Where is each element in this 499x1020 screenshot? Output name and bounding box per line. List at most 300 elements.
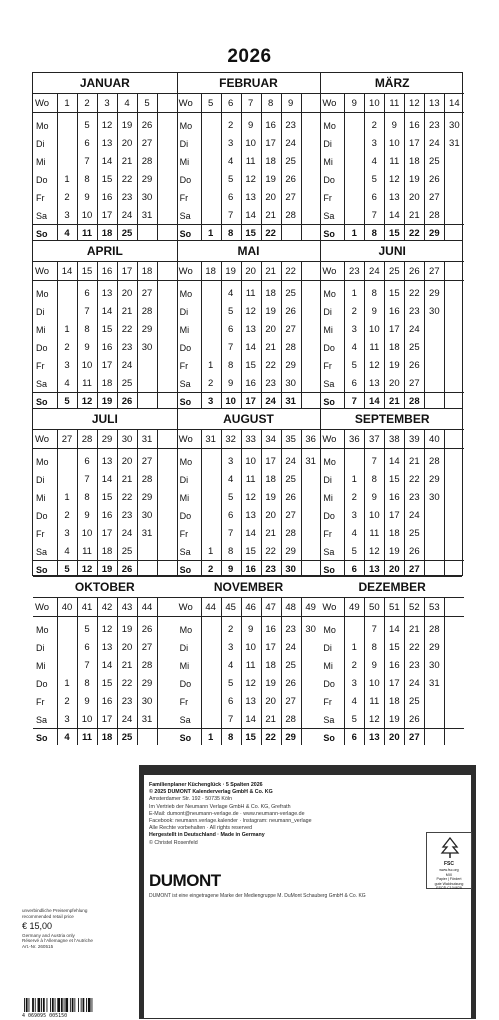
weekday-label: Do	[179, 679, 192, 689]
column-divider	[201, 262, 202, 409]
day-cell: 25	[121, 546, 133, 557]
weekday-label: Mo	[36, 121, 49, 131]
day-cell: 1	[208, 360, 214, 371]
barcode-bar	[70, 998, 71, 1012]
column-divider	[364, 94, 365, 241]
week-row	[320, 598, 464, 617]
week-number: 31	[141, 434, 153, 445]
day-cell: 15	[389, 642, 400, 653]
day-cell: 13	[245, 696, 256, 707]
day-cell: 17	[265, 642, 276, 653]
day-cell: 11	[369, 528, 380, 539]
day-cell: 24	[409, 324, 420, 335]
day-cell: 25	[409, 696, 420, 707]
price-note-1: unverbindliche Preisempfehlung	[22, 908, 88, 913]
month-name: JULI	[33, 409, 177, 430]
weekday-label: So	[36, 733, 48, 743]
week-number: 8	[268, 98, 274, 109]
day-cell: 23	[285, 624, 296, 635]
day-cell: 27	[141, 456, 153, 467]
day-cell: 2	[351, 306, 357, 317]
day-cell: 26	[141, 120, 153, 131]
day-cell: 14	[389, 210, 400, 221]
day-cell: 10	[225, 396, 236, 407]
day-cell: 16	[389, 660, 400, 671]
day-cell: 6	[228, 324, 234, 335]
day-cell: 9	[84, 342, 90, 353]
week-number: 5	[208, 98, 214, 109]
barcode-bar	[92, 998, 93, 1012]
week-number: 1	[64, 98, 70, 109]
day-cell: 6	[84, 138, 90, 149]
day-cell: 19	[121, 120, 133, 131]
day-cell: 5	[64, 396, 70, 407]
weekday-label: Di	[36, 643, 45, 653]
day-cell: 8	[84, 678, 90, 689]
weekday-label: So	[179, 229, 192, 239]
day-cell: 4	[64, 228, 70, 239]
weekday-label: Mi	[179, 661, 190, 671]
price: € 15,00	[22, 920, 53, 931]
week-number: 27	[429, 266, 440, 277]
week-label: Wo	[35, 266, 50, 277]
weekday-label: Do	[179, 343, 192, 353]
day-cell: 16	[409, 120, 420, 131]
month-name: OKTOBER	[33, 577, 177, 598]
day-cell: 27	[409, 732, 420, 743]
day-cell: 4	[64, 546, 70, 557]
week-number: 6	[228, 98, 234, 109]
month-row-divider	[33, 576, 462, 577]
column-divider	[157, 94, 158, 241]
day-cell: 6	[228, 696, 234, 707]
day-cell: 14	[389, 624, 400, 635]
day-cell: 19	[389, 546, 400, 557]
day-cell: 24	[429, 138, 440, 149]
week-number: 10	[369, 98, 380, 109]
week-number: 37	[369, 434, 380, 445]
day-cell: 28	[141, 660, 153, 671]
day-cell: 17	[389, 510, 400, 521]
day-cell: 17	[389, 324, 400, 335]
day-cell: 27	[429, 192, 440, 203]
day-cell: 24	[285, 138, 296, 149]
column-divider	[137, 262, 138, 409]
day-cell: 20	[389, 378, 400, 389]
week-number: 7	[248, 98, 254, 109]
day-cell: 18	[389, 342, 400, 353]
column-divider	[364, 262, 365, 409]
day-cell: 11	[82, 546, 92, 557]
day-cell: 2	[371, 120, 377, 131]
day-cell: 16	[101, 696, 113, 707]
day-cell: 27	[409, 378, 420, 389]
week-number: 52	[409, 602, 420, 613]
article-number: Art.-Nr. 260515	[22, 944, 54, 950]
day-cell: 10	[369, 510, 380, 521]
column-divider	[117, 262, 118, 409]
day-cell: 7	[228, 342, 234, 353]
column-divider	[117, 598, 118, 745]
week-label: Wo	[35, 602, 50, 613]
weekday-label: Mi	[323, 325, 333, 335]
day-cell: 10	[369, 324, 380, 335]
day-cell: 13	[389, 192, 400, 203]
day-cell: 5	[228, 306, 234, 317]
day-cell: 4	[228, 474, 234, 485]
month-name: FEBRUAR	[177, 73, 321, 94]
week-number: 40	[429, 434, 440, 445]
day-cell: 21	[409, 210, 420, 221]
day-cell: 15	[101, 324, 113, 335]
day-cell: 3	[64, 714, 70, 725]
day-cell: 25	[285, 288, 296, 299]
week-number: 46	[245, 602, 256, 613]
day-cell: 9	[84, 192, 90, 203]
day-cell: 26	[121, 564, 133, 575]
week-row	[320, 94, 464, 113]
day-cell: 22	[265, 732, 276, 743]
weekday-label: Mo	[36, 457, 49, 467]
weekday-label: Di	[323, 475, 332, 485]
week-number: 18	[141, 266, 153, 277]
weekday-label: Sa	[179, 211, 191, 221]
barcode-bar	[86, 998, 87, 1012]
day-cell: 4	[351, 342, 357, 353]
day-cell: 28	[285, 528, 296, 539]
weekday-label: So	[179, 397, 192, 407]
week-number: 15	[81, 266, 93, 277]
day-cell: 10	[245, 642, 256, 653]
weekday-label: Fr	[179, 361, 189, 371]
day-cell: 3	[228, 642, 234, 653]
week-number: 17	[121, 266, 133, 277]
day-cell: 28	[141, 306, 153, 317]
day-cell: 22	[265, 360, 276, 371]
weekday-label: Do	[179, 511, 192, 521]
week-number: 41	[81, 602, 93, 613]
day-cell: 19	[389, 714, 400, 725]
day-cell: 21	[121, 306, 133, 317]
day-cell: 10	[81, 714, 93, 725]
day-cell: 9	[391, 120, 397, 131]
day-cell: 12	[389, 174, 400, 185]
day-cell: 29	[429, 288, 440, 299]
day-cell: 20	[389, 732, 400, 743]
day-cell: 30	[449, 120, 460, 131]
week-number: 26	[409, 266, 420, 277]
fsc-detail-line: Papier | Fördert	[436, 877, 462, 881]
day-cell: 1	[208, 228, 214, 239]
weekday-label: Mo	[179, 289, 193, 299]
day-cell: 22	[409, 288, 420, 299]
weekday-label: Fr	[179, 193, 189, 203]
day-cell: 2	[351, 492, 357, 503]
day-cell: 18	[265, 156, 276, 167]
sunday-divider	[33, 728, 177, 729]
column-divider	[57, 598, 58, 745]
column-divider	[97, 262, 98, 409]
barcode-bar	[35, 998, 36, 1012]
day-cell: 5	[351, 714, 357, 725]
day-cell: 19	[389, 360, 400, 371]
day-cell: 10	[81, 528, 93, 539]
day-cell: 3	[351, 510, 357, 521]
day-cell: 3	[228, 456, 234, 467]
day-cell: 29	[429, 228, 440, 239]
day-cell: 22	[409, 474, 420, 485]
day-cell: 1	[208, 546, 214, 557]
weekday-label: Mi	[36, 661, 46, 671]
day-cell: 20	[265, 510, 276, 521]
weekday-label: Mi	[36, 157, 46, 167]
weekday-label: Di	[323, 307, 332, 317]
day-cell: 10	[245, 138, 256, 149]
weekday-label: Di	[179, 139, 189, 149]
week-row	[33, 94, 177, 113]
day-cell: 22	[409, 228, 420, 239]
day-cell: 26	[285, 492, 296, 503]
day-cell: 15	[245, 228, 256, 239]
day-cell: 31	[141, 210, 153, 221]
day-cell: 9	[84, 510, 90, 521]
weekday-label: Sa	[36, 547, 48, 557]
day-cell: 15	[389, 288, 400, 299]
weekday-label: So	[323, 397, 335, 407]
day-cell: 23	[121, 510, 133, 521]
month-februar	[177, 73, 321, 241]
weekday-label: Mo	[323, 121, 336, 131]
weekday-label: Mo	[179, 121, 193, 131]
day-cell: 11	[245, 660, 256, 671]
month-juni	[320, 241, 464, 409]
column-divider	[241, 598, 242, 745]
day-cell: 8	[84, 492, 90, 503]
day-cell: 2	[228, 120, 234, 131]
weekday-label: Mo	[323, 625, 336, 635]
day-cell: 30	[305, 624, 316, 635]
week-number: 28	[81, 434, 93, 445]
sunday-divider	[320, 560, 464, 561]
day-cell: 14	[101, 474, 113, 485]
week-row	[33, 262, 177, 281]
barcode-bar	[26, 998, 28, 1012]
weekday-label: Do	[323, 679, 335, 689]
month-märz	[320, 73, 464, 241]
day-cell: 9	[248, 624, 254, 635]
month-divider	[320, 73, 321, 575]
week-number: 47	[265, 602, 276, 613]
weekday-label: Mi	[323, 493, 333, 503]
day-cell: 28	[285, 210, 296, 221]
week-number: 18	[205, 266, 216, 277]
day-cell: 17	[265, 456, 276, 467]
barcode-bar	[64, 998, 65, 1012]
day-cell: 14	[245, 342, 256, 353]
barcode-bar	[78, 998, 79, 1012]
week-number: 49	[349, 602, 360, 613]
day-cell: 3	[371, 138, 377, 149]
month-name: MÄRZ	[320, 73, 464, 94]
day-cell: 24	[285, 456, 296, 467]
week-number: 50	[369, 602, 380, 613]
day-cell: 20	[121, 456, 133, 467]
weekday-label: So	[323, 733, 335, 743]
barcode-bar	[83, 998, 85, 1012]
month-januar	[33, 73, 177, 241]
day-cell: 1	[351, 474, 357, 485]
weekday-label: Sa	[36, 379, 48, 389]
week-number: 31	[205, 434, 216, 445]
day-cell: 4	[64, 732, 70, 743]
week-number: 4	[124, 98, 130, 109]
day-cell: 25	[429, 156, 440, 167]
day-cell: 20	[265, 192, 276, 203]
day-cell: 28	[285, 342, 296, 353]
weekday-label: Do	[36, 343, 48, 353]
day-cell: 7	[84, 660, 90, 671]
day-cell: 16	[265, 120, 276, 131]
week-number: 21	[265, 266, 276, 277]
day-cell: 28	[141, 156, 153, 167]
month-name: AUGUST	[177, 409, 321, 430]
day-cell: 19	[265, 492, 276, 503]
week-label: Wo	[322, 266, 337, 277]
day-cell: 17	[389, 678, 400, 689]
day-cell: 3	[64, 210, 70, 221]
day-cell: 20	[121, 642, 133, 653]
day-cell: 25	[409, 528, 420, 539]
weekday-label: Mi	[36, 493, 46, 503]
day-cell: 11	[245, 288, 256, 299]
column-divider	[261, 94, 262, 241]
sunday-divider	[33, 560, 177, 561]
day-cell: 22	[265, 228, 276, 239]
day-cell: 31	[429, 678, 440, 689]
day-cell: 20	[265, 696, 276, 707]
weekday-label: Mi	[323, 661, 333, 671]
day-cell: 8	[371, 288, 377, 299]
month-september	[320, 409, 464, 577]
column-divider	[301, 598, 302, 745]
day-cell: 30	[285, 378, 296, 389]
weekday-label: So	[36, 565, 48, 575]
trademark-note: DUMONT ist eine eingetragene Marke der Mediengruppe M. DuMont Schauberg GmbH & Co. KG	[149, 893, 366, 899]
barcode-bar	[74, 998, 75, 1012]
day-cell: 16	[389, 492, 400, 503]
day-cell: 23	[409, 492, 420, 503]
day-cell: 8	[228, 546, 234, 557]
column-divider	[241, 262, 242, 409]
day-cell: 27	[285, 510, 296, 521]
fsc-detail-line: gute Waldnutzung	[434, 881, 464, 886]
day-cell: 10	[81, 360, 93, 371]
region-note-2: Réservé à l'Allemagne et l'Autriche	[22, 938, 93, 944]
day-cell: 3	[351, 678, 357, 689]
day-cell: 18	[101, 732, 113, 743]
column-divider	[157, 598, 158, 745]
barcode-bar	[61, 998, 63, 1012]
weekday-label: Do	[179, 175, 192, 185]
day-cell: 7	[371, 624, 377, 635]
column-divider	[424, 598, 425, 745]
month-name: JUNI	[320, 241, 464, 262]
column-divider	[444, 94, 445, 241]
column-divider	[301, 262, 302, 409]
week-number: 30	[121, 434, 133, 445]
column-divider	[57, 430, 58, 577]
day-cell: 6	[228, 510, 234, 521]
day-cell: 30	[429, 306, 440, 317]
month-oktober	[33, 577, 177, 745]
day-cell: 20	[409, 192, 420, 203]
day-cell: 24	[409, 510, 420, 521]
column-divider	[117, 94, 118, 241]
day-cell: 19	[265, 306, 276, 317]
week-number: 12	[409, 98, 420, 109]
day-cell: 24	[121, 210, 133, 221]
sunday-divider	[320, 224, 464, 225]
day-cell: 20	[121, 288, 133, 299]
day-cell: 2	[64, 192, 70, 203]
month-row-divider	[33, 408, 462, 409]
day-cell: 15	[245, 546, 256, 557]
day-cell: 6	[228, 192, 234, 203]
day-cell: 29	[285, 546, 296, 557]
day-cell: 14	[101, 156, 113, 167]
region-note-1: Germany and Austria only	[22, 932, 75, 938]
week-number: 40	[61, 602, 73, 613]
weekday-label: So	[36, 229, 48, 239]
day-cell: 4	[351, 528, 357, 539]
day-cell: 12	[101, 624, 113, 635]
day-cell: 7	[84, 156, 90, 167]
day-cell: 5	[84, 120, 90, 131]
day-cell: 26	[409, 546, 420, 557]
day-cell: 23	[265, 378, 276, 389]
day-cell: 25	[121, 228, 133, 239]
imprint-line: Familienplaner Küchenglück · 5 Spalten 2026	[149, 782, 263, 788]
day-cell: 1	[351, 642, 357, 653]
weekday-label: Mi	[179, 493, 190, 503]
day-cell: 12	[81, 396, 93, 407]
fsc-tree-icon	[440, 837, 460, 859]
day-cell: 10	[389, 138, 400, 149]
weekday-label: Sa	[323, 715, 335, 725]
day-cell: 17	[101, 210, 113, 221]
day-cell: 13	[101, 456, 113, 467]
day-cell: 21	[265, 714, 276, 725]
imprint-line: Alle Rechte vorbehalten · All rights reserved	[149, 825, 253, 832]
month-name: JANUAR	[33, 73, 177, 94]
column-divider	[241, 430, 242, 577]
day-cell: 15	[101, 174, 113, 185]
day-cell: 30	[141, 510, 153, 521]
day-cell: 4	[228, 156, 234, 167]
column-divider	[404, 94, 405, 241]
day-cell: 5	[64, 564, 70, 575]
column-divider	[384, 598, 385, 745]
day-cell: 18	[101, 228, 113, 239]
day-cell: 15	[389, 474, 400, 485]
column-divider	[364, 598, 365, 745]
day-cell: 20	[265, 324, 276, 335]
day-cell: 7	[351, 396, 357, 407]
day-cell: 28	[141, 474, 153, 485]
day-cell: 31	[141, 714, 153, 725]
barcode-bar	[57, 998, 60, 1012]
day-cell: 14	[101, 660, 113, 671]
